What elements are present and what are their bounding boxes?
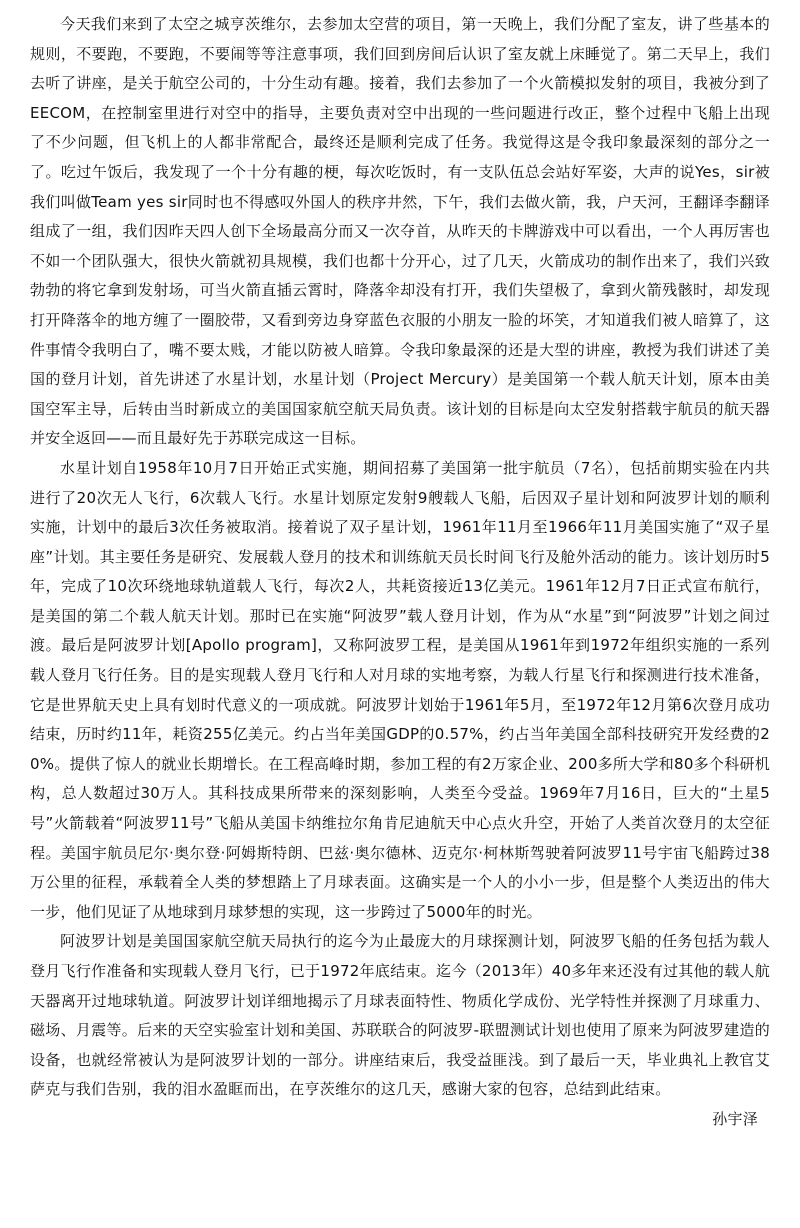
paragraph-2: 水星计划自1958年10月7日开始正式实施，期间招募了美国第一批宇航员（7名），包括前期实验在内共进行了20次无人飞行，6次载人飞行。水星计划原定发射9艘载人飞船，后因双子星计划和阿波罗计划的顺利实施，计划中的最后3次任务被取消。接着说了双子星计划，1961年11月至1966年11月美国实施了“双子星座”计划。其主要任务是研究、发展载人登月的技术和训练航天员长时间飞行及舱外活动的能力。该计划历时5年，完成了10次环绕地球轨道载人飞行，每次2人，共耗资接近13亿美元。1961年12月7日正式宣布航行，是美国的第二个载人航天计划。那时已在实施“阿波罗”载人登月计划，作为从“水星”到“阿波罗”计划之间过渡。最后是阿波罗计划[Apollo program]，又称阿波罗工程，是美国从1961年到1972年组织实施的一系列载人登月飞行任务。目的是实现载人登月飞行和人对月球的实地考察，为载人行星飞行和探测进行技术准备，它是世界航天史上具有划时代意义的一项成就。阿波罗计划始于1961年5月，至1972年12月第6次登月成功结束，历时约11年，耗资255亿美元。约占当年美国GDP的0.57%，约占当年美国全部科技研究开发经费的20%。提供了惊人的就业长期增长。在工程高峰时期，参加工程的有2万家企业、200多所大学和80多个科研机构，总人数超过30万人。其科技成果所带来的深刻影响，人类至今受益。1969年7月16日，巨大的“土星5号”火箭载着“阿波罗11号”飞船从美国卡纳维拉尔角肯尼迪航天中心点火升空，开始了人类首次登月的太空征程。美国宇航员尼尔·奥尔登·阿姆斯特朗、巴兹·奥尔德林、迈克尔·柯林斯驾驶着阿波罗11号宇宙飞船跨过38万公里的征程，承载着全人类的梦想踏上了月球表面。这确实是一个人的小小一步，但是整个人类迈出的伟大一步，他们见证了从地球到月球梦想的实现，这一步跨过了5000年的时光。 bbox=[30, 458, 770, 921]
paragraph-3: 阿波罗计划是美国国家航空航天局执行的迄今为止最庞大的月球探测计划，阿波罗飞船的任务包括为载人登月飞行作准备和实现载人登月飞行，已于1972年底结束。迄今（2013年）40多年来还没有过其他的载人航天器离开过地球轨道。阿波罗计划详细地揭示了月球表面特性、物质化学成份、光学特性并探测了月球重力、磁场、月震等。后来的天空实验室计划和美国、苏联联合的阿波罗-联盟测试计划也使用了原来为阿波罗建造的设备，也就经常被认为是阿波罗计划的一部分。讲座结束后，我受益匪浅。到了最后一天，毕业典礼上教官艾萨克与我们告别，我的泪水盈眶而出，在亨茨维尔的这几天，感谢大家的包容，总结到此结束。 bbox=[30, 932, 770, 1099]
author-signature: 孙宇泽 bbox=[712, 1109, 758, 1128]
paragraph-1: 今天我们来到了太空之城亨茨维尔，去参加太空营的项目，第一天晚上，我们分配了室友，讲了些基本的规则，不要跑，不要跑，不要闹等等注意事项，我们回到房间后认识了室友就上床睡觉了。第二天早上，我们去听了讲座，是关于航空公司的，十分生动有趣。接着，我们去参加了一个火箭模拟发射的项目，我被分到了EECOM，在控制室里进行对空中的指导，主要负责对空中出现的一些问题进行改正，整个过程中飞船上出现了不少问题，但飞机上的人都非常配合，最终还是顺利完成了任务。我觉得这是令我印象最深刻的部分之一了。吃过午饭后，我发现了一个十分有趣的梗，每次吃饭时，有一支队伍总会站好军姿，大声的说Yes，sir被我们叫做Team yes sir同时也不得感叹外国人的秩序井然，下午，我们去做火箭，我，户天河，王翻译李翻译组成了一组，我们因昨天四人创下全场最高分而又一次夺首，从昨天的卡牌游戏中可以看出，一个人再厉害也不如一个团队强大，很快火箭就初具规模，我们也都十分开心，过了几天，火箭成功的制作出来了，我们兴致勃勃的将它拿到发射场，可当火箭直插云霄时，降落伞却没有打开，我们失望极了，拿到火箭残骸时，却发现打开降落伞的地方缠了一圈胶带，又看到旁边身穿蓝色衣服的小朋友一脸的坏笑，才知道我们被人暗算了，这件事情令我明白了，嘴不要太贱，才能以防被人暗算。令我印象最深的还是大型的讲座，教授为我们讲述了美国的登月计划，首先讲述了水星计划，水星计划（Project Mercury）是美国第一个载人航天计划，原本由美国空军主导，后转由当时新成立的美国国家航空航天局负责。该计划的目标是向太空发射搭载宇航员的航天器并安全返回——而且最好先于苏联完成这一目标。 bbox=[30, 15, 770, 448]
